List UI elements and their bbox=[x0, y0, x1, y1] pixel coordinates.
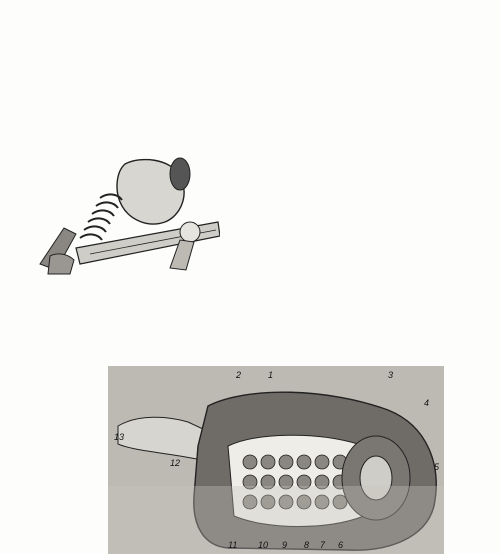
callout-number: 2 bbox=[236, 370, 242, 380]
callout-number: 6 bbox=[338, 540, 344, 550]
callout-number: 10 bbox=[258, 540, 269, 550]
dubonnet-suspension-drawing bbox=[30, 136, 220, 276]
callout-number: 9 bbox=[282, 540, 288, 550]
callout-number: 7 bbox=[320, 540, 326, 550]
callout-number: 11 bbox=[228, 540, 238, 550]
callout-number: 4 bbox=[424, 398, 430, 408]
callout-number: 3 bbox=[388, 370, 394, 380]
callout-number: 1 bbox=[268, 370, 274, 380]
callout-number: 8 bbox=[304, 540, 310, 550]
suspension-cutaway-figure bbox=[108, 366, 444, 554]
callout-number: 5 bbox=[434, 462, 440, 472]
cutaway-illustration bbox=[108, 366, 444, 554]
callout-number: 13 bbox=[114, 432, 125, 442]
callout-number: 12 bbox=[170, 458, 181, 468]
figure-16 bbox=[30, 136, 220, 304]
